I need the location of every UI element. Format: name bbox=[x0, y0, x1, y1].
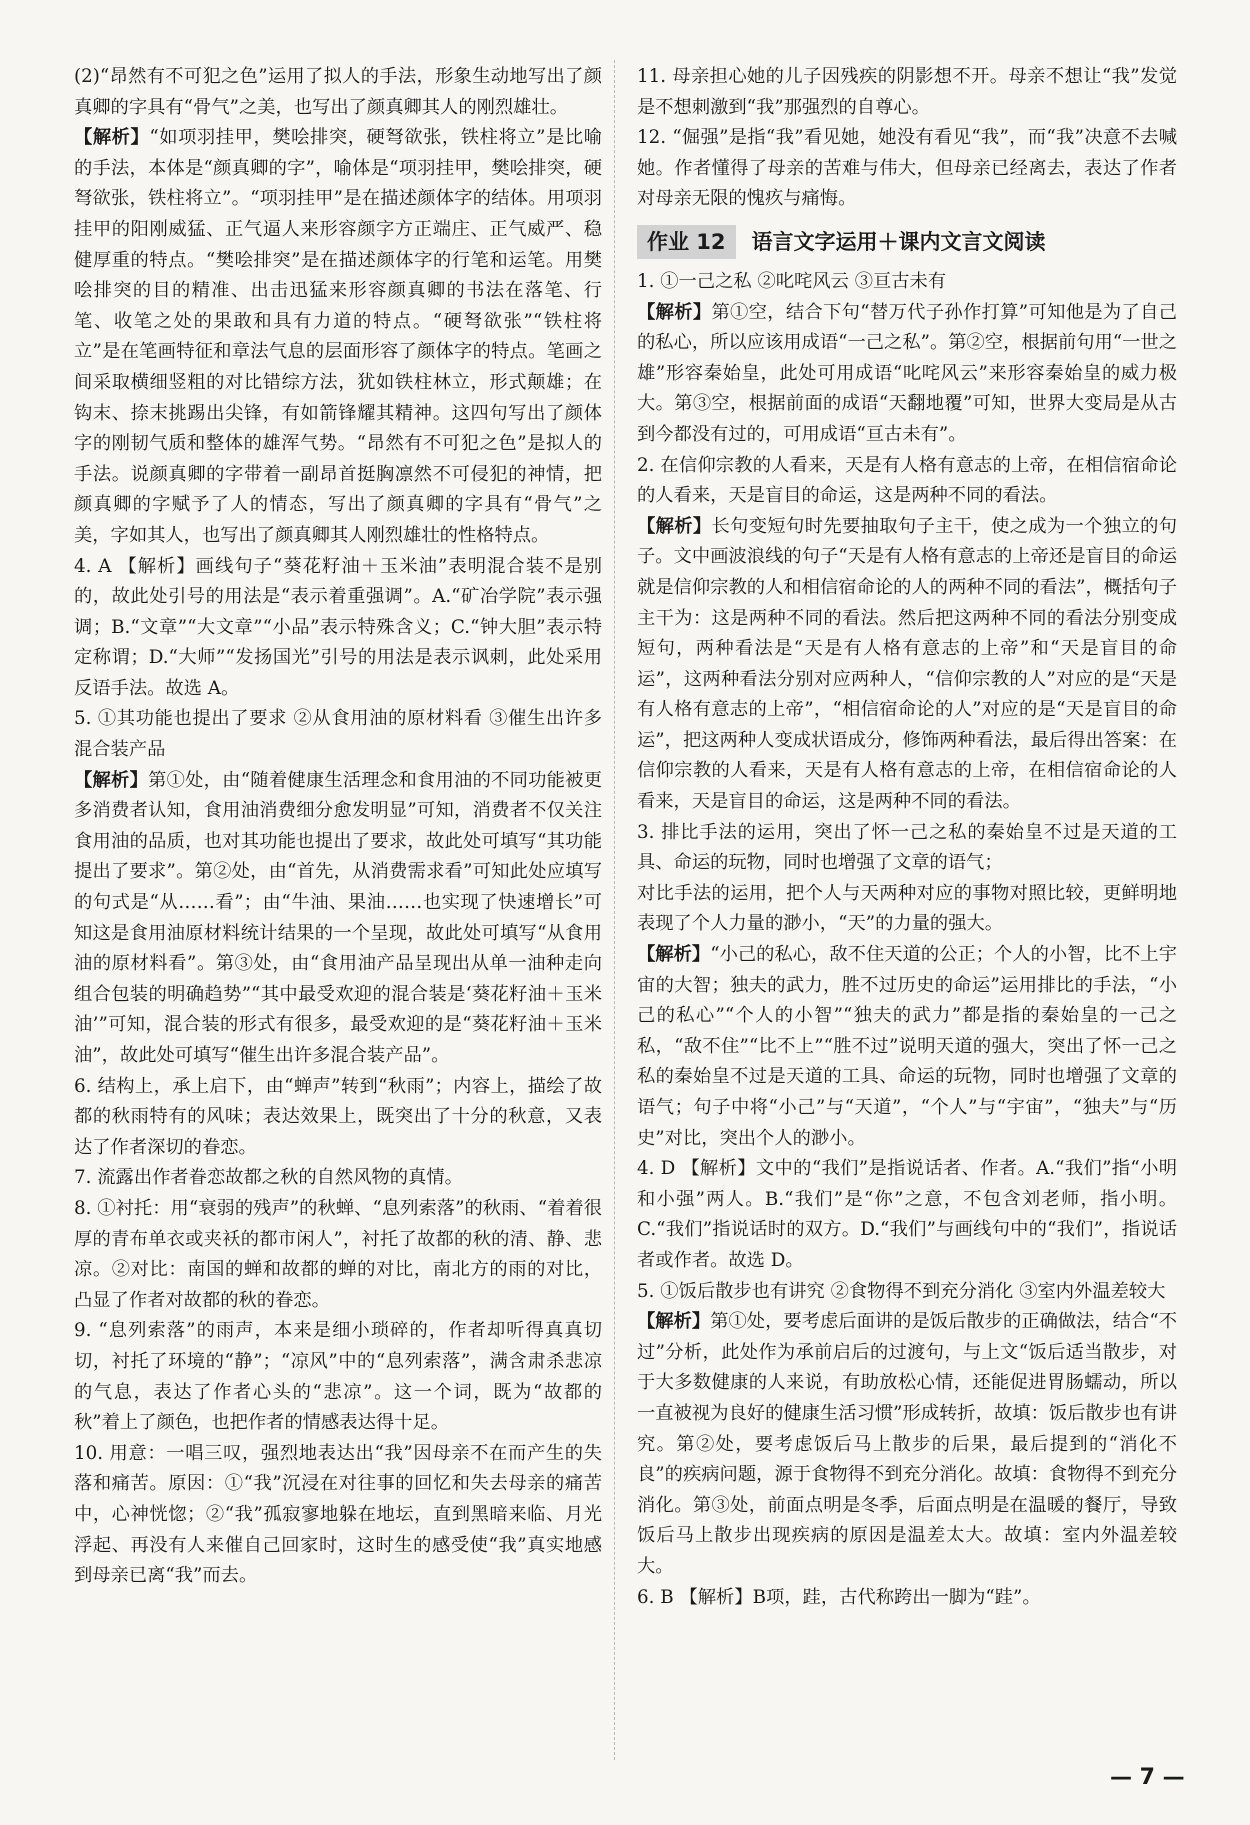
homework-heading bbox=[637, 225, 1177, 259]
analysis-text: 第①空，结合下句“替万代子孙作打算”可知他是为了自己的私心，所以应该用成语“一己之私”。第②空，根据前句用“一世之雄”形容秦始皇，此处可用成语“叱咤风云”来形容秦始皇的威力极大。第③空，根据前面的成语“天翻地覆”可知，世界大变局是从古到今都没有过的，可用成语“亘古未有”。 bbox=[637, 301, 1178, 445]
analysis-text: 长句变短句时先要抽取句子主干，使之成为一个独立的句子。文中画波浪线的句子“天是有人格有意志的上帝还是盲目的命运就是信仰宗教的人和相信宿命论的人的两种不同的看法”，概括句子主干为：这是两种不同的看法。然后把这两种不同的看法分别变成短句，两种看法是“天是有人格有意志的上帝”和“天是盲目的命运”，这两种看法分别对应两种人，“信仰宗教的人”对应的是“天是有人格有意志的上帝”，“相信宿命论的人”对应的是“天是盲目的命运”，把这两种人变成状语成分，修饰两种看法，最后得出答案：在信仰宗教的人看来，天是有人格有意志的上帝，在相信宿命论的人看来，天是盲目的命运，这是两种不同的看法。 bbox=[637, 515, 1177, 813]
column-divider bbox=[614, 60, 615, 1760]
hw-analysis-1 bbox=[637, 298, 1177, 451]
analysis-tag: 【解析】 bbox=[637, 1311, 711, 1333]
answer-7: 7. 流露出作者眷恋故都之秋的自然风物的真情。 bbox=[74, 1167, 463, 1189]
hw-answer-4: 4. D 【解析】文中的“我们”是指说话者、作者。A.“我们”指“小明和小强”两人。B.“我们”是“你”之意，不包含刘老师，指小明。C.“我们”指说话时的双方。D.“我们”与画线句中的“我们”，指说话者或作者。故选 D。 bbox=[637, 1158, 1177, 1271]
answer-4: 4. A 【解析】画线句子“葵花籽油＋玉米油”表明混合装不是别的，故此处引号的用法是“表示着重强调”。A.“矿冶学院”表示强调；B.“文章”“大文章”“小品”表示特殊含义；C.“钟大胆”表示特定称谓；D.“大师”“发扬国光”引号的用法是表示讽刺，此处采用反语手法。故选 A。 bbox=[74, 555, 602, 699]
answer-10: 10. 用意：一唱三叹，强烈地表达出“我”因母亲不在而产生的失落和痛苦。原因：①“我”沉浸在对往事的回忆和失去母亲的痛苦中，心神恍惚；②“我”孤寂寥地躲在地坛，直到黑暗来临、月光浮起、再没有人来催自己回家时，这时生的感受使“我”真实地感到母亲已离“我”而去。 bbox=[74, 1442, 602, 1587]
answer-11: 11. 母亲担心她的儿子因残疾的阴影想不开。母亲不想让“我”发觉是不想刺激到“我”那强烈的自尊心。 bbox=[637, 66, 1177, 118]
hw-answer-6: 6. B 【解析】B项，跬，古代称跨出一脚为“跬”。 bbox=[637, 1586, 1041, 1608]
hw-answer-3: 3. 排比手法的运用，突出了怀一己之私的秦始皇不过是天道的工具、命运的玩物，同时也增强了文章的语气； bbox=[637, 821, 1177, 874]
analysis-tag: 【解析】 bbox=[637, 944, 711, 966]
homework-title: 语言文字运用＋课内文言文阅读 bbox=[751, 229, 1046, 254]
answer-8: 8. ①衬托：用“衰弱的残声”的秋蝉、“息列索落”的秋雨、“着着很厚的青布单衣或夹袄的都市闲人”，衬托了故都的秋的清、静、悲凉。②对比：南国的蝉和故都的蝉的对比，南北方的雨的对比，凸显了作者对故都的秋的眷恋。 bbox=[74, 1197, 602, 1311]
hw-answer-5: 5. ①饭后散步也有讲究 ②食物得不到充分消化 ③室内外温差较大 bbox=[637, 1280, 1166, 1302]
hw-answer-1: 1. ①一己之私 ②叱咤风云 ③亘古未有 bbox=[637, 270, 947, 292]
analysis-5 bbox=[74, 766, 602, 1072]
page-number: — 7 — bbox=[1110, 1765, 1185, 1790]
right-column bbox=[637, 62, 1177, 1613]
analysis-text: 第①处，要考虑后面讲的是饭后散步的正确做法，结合“不过”分析，此处作为承前启后的过渡句，与上文“饭后适当散步，对于大多数健康的人来说，有助放松心情，还能促进胃肠蠕动，所以一直被视为良好的健康生活习惯”形成转折，故填：饭后散步也有讲究。第②处，要考虑饭后马上散步的后果，最后提到的“消化不良”的疾病问题，源于食物得不到充分消化。故填：食物得不到充分消化。第③处，前面点明是冬季，后面点明是在温暖的餐厅，导致饭后马上散步出现疾病的原因是温差太大。故填：室内外温差较大。 bbox=[637, 1311, 1177, 1577]
analysis-text: “小己的私心，敌不住天道的公正；个人的小智，比不上宇宙的大智；独夫的武力，胜不过历史的命运”运用排比的手法，“小己的私心”“个人的小智”“独夫的武力”都是指的秦始皇的一己之私，“敌不住”“比不上”“胜不过”说明天道的强大，突出了怀一己之私的秦始皇不过是天道的工具、命运的玩物，同时也增强了文章的语气；句子中将“小己”与“天道”，“个人”与“宇宙”，“独夫”与“历史”对比，突出个人的渺小。 bbox=[637, 944, 1177, 1149]
answer-9: 9. “息列索落”的雨声，本来是细小琐碎的，作者却听得真真切切，衬托了环境的“静”；“凉风”中的“息列索落”，满含肃杀悲凉的气息，表达了作者心头的“悲凉”。这一个词，既为“故都的秋”着上了颜色，也把作者的情感表达得十足。 bbox=[74, 1320, 602, 1434]
answer-3-part2: (2)“昂然有不可犯之色”运用了拟人的手法，形象生动地写出了颜真卿的字具有“骨气”之美，也写出了颜真卿其人的刚烈雄壮。 bbox=[74, 66, 602, 118]
answer-6: 6. 结构上，承上启下，由“蝉声”转到“秋雨”；内容上，描绘了故都的秋雨特有的风味；表达效果上，既突出了十分的秋意，又表达了作者深切的眷恋。 bbox=[74, 1075, 602, 1158]
hw-answer-3b: 对比手法的运用，把个人与天两种对应的事物对照比较，更鲜明地表现了个人力量的渺小，“天”的力量的强大。 bbox=[637, 882, 1177, 935]
hw-answer-2: 2. 在信仰宗教的人看来，天是有人格有意志的上帝，在相信宿命论的人看来，天是盲目的命运，这是两种不同的看法。 bbox=[637, 454, 1177, 507]
hw-analysis-3 bbox=[637, 940, 1177, 1154]
analysis-tag: 【解析】 bbox=[637, 301, 712, 323]
analysis-text: 第①处，由“随着健康生活理念和食用油的不同功能被更多消费者认知，食用油消费细分愈发明显”可知，消费者不仅关注食用油的品质，也对其功能也提出了要求，故此处可填写“其功能提出了要求”。第②处，由“首先，从消费需求看”可知此处应填写的句式是“从……看”；由“牛油、果油……也实现了快速增长”可知这是食用油原材料统计结果的一个呈现，故此处可填写“从食用油的原材料看”。第③处，由“食用油产品呈现出从单一油种走向组合包装的明确趋势”“其中最受欢迎的混合装是‘葵花籽油＋玉米油’”可知，混合装的形式有很多，最受欢迎的是“葵花籽油＋玉米油”，故此处可填写“催生出许多混合装产品”。 bbox=[74, 769, 602, 1066]
answer-5: 5. ①其功能也提出了要求 ②从食用油的原材料看 ③催生出许多混合装产品 bbox=[74, 708, 602, 761]
answer-12: 12. “倔强”是指“我”看见她，她没有看见“我”，而“我”决意不去喊她。作者懂得了母亲的苦难与伟大，但母亲已经离去，表达了作者对母亲无限的愧疚与痛悔。 bbox=[637, 127, 1177, 210]
analysis-tag: 【解析】 bbox=[74, 127, 150, 149]
hw-analysis-5 bbox=[637, 1307, 1177, 1582]
analysis-tag: 【解析】 bbox=[637, 515, 712, 537]
homework-badge: 作业 12 bbox=[637, 225, 736, 259]
hw-analysis-2 bbox=[637, 512, 1177, 818]
analysis-3 bbox=[74, 123, 602, 551]
analysis-tag: 【解析】 bbox=[74, 769, 149, 791]
analysis-text: “如项羽挂甲，樊哙排突，硬弩欲张，铁柱将立”是比喻的手法，本体是“颜真卿的字”，喻体是“项羽挂甲，樊哙排突，硬弩欲张，铁柱将立”。“项羽挂甲”是在描述颜体字的结体。用项羽挂甲的阳刚威猛、正气逼人来形容颜字方正端庄、正气威严、稳健厚重的特点。“樊哙排突”是在描述颜体字的行笔和运笔。用樊哙排突的目的精准、出击迅猛来形容颜真卿的书法在落笔、行笔、收笔之处的果敢和具有力道的特点。“硬弩欲张”“铁柱将立”是在笔画特征和章法气息的层面形容了颜体字的特点。笔画之间采取横细竖粗的对比错综方法，犹如铁柱林立，形式颠雄；在钩末、捺末挑踢出尖锋，有如箭锋耀其精神。这四句写出了颜体字的刚韧气质和整体的雄浑气势。“昂然有不可犯之色”是拟人的手法。说颜真卿的字带着一副昂首挺胸凛然不可侵犯的神情，把颜真卿的字赋予了人的情态，写出了颜真卿的字具有“骨气”之美，字如其人，也写出了颜真卿其人刚烈雄壮的性格特点。 bbox=[74, 127, 602, 546]
left-column bbox=[74, 62, 602, 1592]
